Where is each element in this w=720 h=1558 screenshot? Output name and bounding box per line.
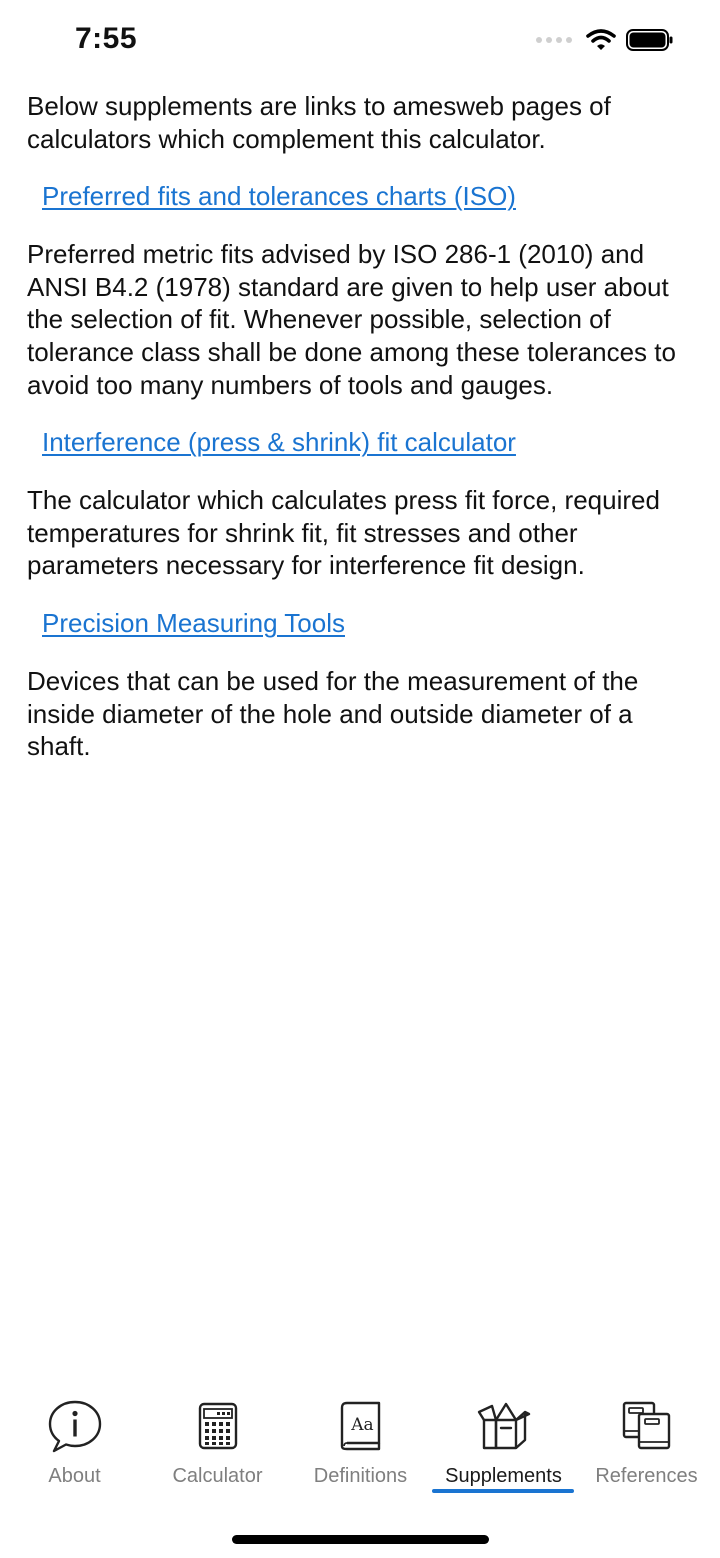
tab-about[interactable] <box>3 1398 146 1488</box>
description-interference-fit: The calculator which calculates press fit force, required temperatures for shrink fit, fit stresses and other parameters necessary for interference fit design. <box>27 485 660 581</box>
tab-calculator[interactable] <box>146 1398 289 1488</box>
info-bubble-icon <box>47 1398 103 1454</box>
tab-label: Definitions <box>313 1465 408 1487</box>
tab-label: Calculator <box>172 1465 263 1487</box>
calculator-icon <box>198 1402 238 1450</box>
status-time: 7:55 <box>75 22 138 55</box>
cellular-signal-icon <box>536 37 572 43</box>
svg-text:Aa: Aa <box>350 1415 374 1435</box>
dictionary-book-icon <box>339 1400 383 1452</box>
description-measuring-tools: Devices that can be used for the measurement of the inside diameter of the hole and outside diameter of a shaft. <box>27 665 639 762</box>
home-indicator[interactable] <box>232 1535 489 1544</box>
tab-label: About <box>48 1465 101 1487</box>
link-interference-fit-calculator[interactable]: Interference (press & shrink) fit calculator <box>42 427 516 458</box>
wifi-icon <box>586 28 616 52</box>
intro-text: Below supplements are links to amesweb pages of calculators which complement this calculator. <box>27 91 611 154</box>
tab-definitions[interactable] <box>289 1398 432 1488</box>
description-preferred-fits: Preferred metric fits advised by ISO 286-1 (2010) and ANSI B4.2 (1978) standard are given to help user about the selection of fit. Whenever possible, selection of tolerance class shall be done among these tolerances to avoid too many numbers of tools and gauges. <box>27 239 676 400</box>
supplements-content <box>27 90 697 763</box>
tab-label: Supplements <box>445 1465 562 1487</box>
active-tab-indicator <box>432 1489 574 1493</box>
link-preferred-fits[interactable]: Preferred fits and tolerances charts (ISO) <box>42 181 516 212</box>
battery-icon <box>626 28 674 52</box>
tab-bar <box>0 1398 720 1498</box>
open-box-icon <box>476 1400 532 1452</box>
books-icon <box>621 1400 673 1452</box>
tab-references[interactable] <box>575 1398 718 1488</box>
tab-supplements[interactable] <box>432 1398 575 1488</box>
tab-label: References <box>595 1465 698 1487</box>
link-precision-measuring-tools[interactable]: Precision Measuring Tools <box>42 607 345 638</box>
status-icons <box>536 28 674 52</box>
status-bar <box>0 0 720 84</box>
